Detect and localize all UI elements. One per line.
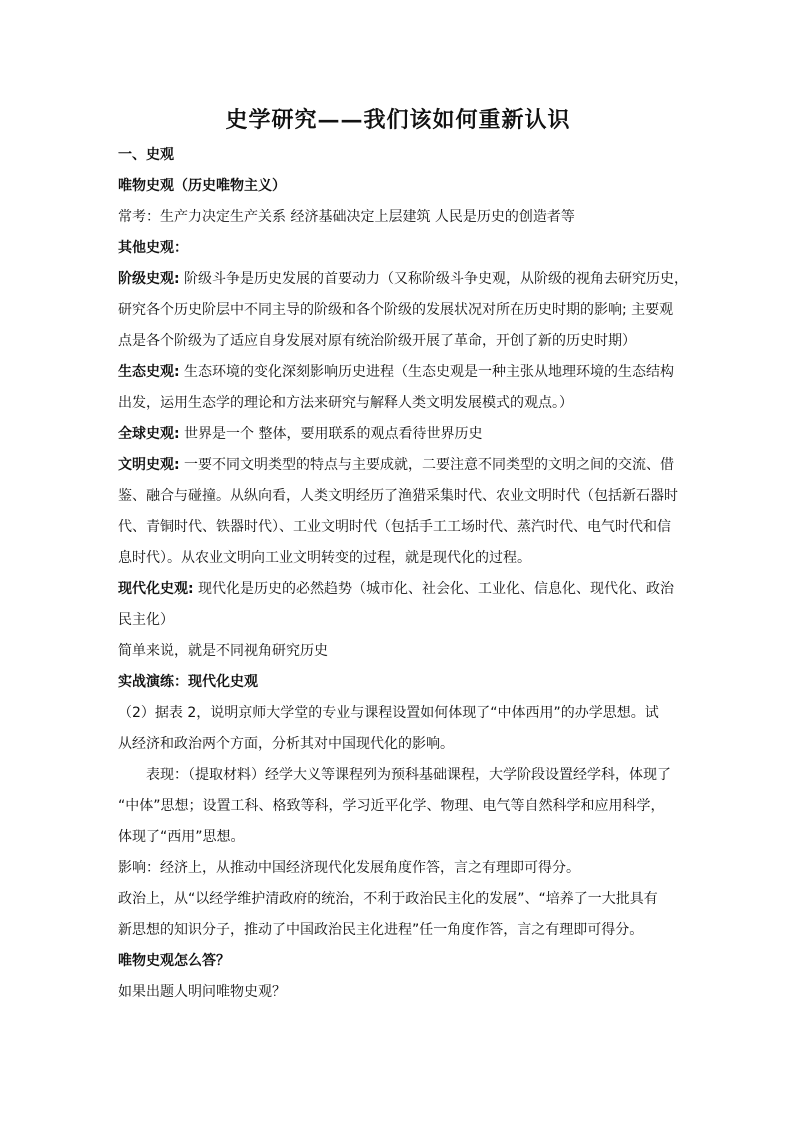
modern-view-line: 民主化） [118,612,174,628]
modern-view-label: 现代化史观: [118,581,194,597]
eco-view-line: 生态环境的变化深刻影响历史进程（生态史观是一种主张从地理环境的生态结构 [179,364,675,380]
summary-text: 简单来说，就是不同视角研究历史 [118,643,328,659]
global-view-paragraph [118,419,678,450]
politics-paragraph [118,884,678,946]
answer-line: “中体”思想；设置工科、格致等科，学习近平化学、物理、电气等自然科学和应用科学， [118,798,665,814]
civ-view-label: 文明史观: [118,457,180,473]
eco-view-label: 生态史观: [118,364,180,380]
question-paragraph [118,698,678,760]
class-view-line: 点是各个阶级为了适应自身发展对原有统治阶级开展了革命，开创了新的历史时期） [118,333,636,349]
answer-line: 表现：（提取材料）经学大义等课程列为预科基础课程，大学阶段设置经学科，体现了 [146,767,671,783]
eco-view-paragraph [118,357,678,419]
class-view-line: 研究各个历史阶层中不同主导的阶级和各个阶级的发展状况对所在历史时期的影响; 主要观 [118,302,674,318]
modern-view-line: 现代化是历史的必然趋势（城市化、社会化、工业化、信息化、现代化、政治 [193,581,675,597]
document-title: 史学研究——我们该如何重新认识 [225,107,571,133]
document-page [118,96,689,1008]
global-view-label: 全球史观: [118,426,180,442]
civ-view-line: 一要不同文明类型的特点与主要成就，二要注意不同类型的文明之间的交流、借 [179,457,675,473]
question-line: （2）据表 2，说明京师大学堂的专业与课程设置如何体现了“中体西用”的办学思想。试 [118,705,659,721]
how-heading: 唯物史观怎么答？ [118,953,230,969]
answer-line: 体现了“西用”思想。 [118,829,245,845]
section-heading-views: 一、史观 [118,147,174,163]
class-view-label: 阶级史观: [118,271,180,287]
politics-line: 新思想的知识分子，推动了中国政治民主化进程”任一角度作答，言之有理即可得分。 [118,922,644,938]
practice-heading: 实战演练：现代化史观 [118,674,258,690]
civ-view-line: 代、青铜时代、铁器时代）、工业文明时代（包括手工工场时代、蒸汽时代、电气时代和信 [118,519,671,535]
answer-paragraph [118,760,678,853]
question-line: 从经济和政治两个方面，分析其对中国现代化的影响。 [118,736,454,752]
class-view-line: 阶级斗争是历史发展的首要动力（又称阶级斗争史观，从阶级的视角去研究历史， [179,271,689,287]
global-view-line: 世界是一个 整体，要用联系的观点看待世界历史 [179,426,483,442]
eco-view-line: 出发，运用生态学的理论和方法来研究与解释人类文明发展模式的观点。） [118,395,573,411]
civ-view-line: 息时代）。从农业文明向工业文明转变的过程，就是现代化的过程。 [118,550,531,566]
common-points: 常考：生产力决定生产关系 经济基础决定上层建筑 人民是历史的创造者等 [118,209,575,225]
civ-view-paragraph [118,450,678,574]
class-view-paragraph [118,264,689,357]
final-question: 如果出题人明问唯物史观？ [118,984,286,1000]
materialism-heading: 唯物史观（历史唯物主义） [118,178,286,194]
other-views-heading: 其他史观： [118,240,188,256]
politics-line: 政治上，从“以经学维护清政府的统治，不利于政治民主化的发展”、“培养了一大批具有 [118,891,658,907]
modern-view-paragraph [118,574,678,636]
impact-line: 影响：经济上，从推动中国经济现代化发展角度作答，言之有理即可得分。 [118,860,580,876]
civ-view-line: 鉴、融合与碰撞。从纵向看，人类文明经历了渔猎采集时代、农业文明时代（包括新石器时 [118,488,678,504]
